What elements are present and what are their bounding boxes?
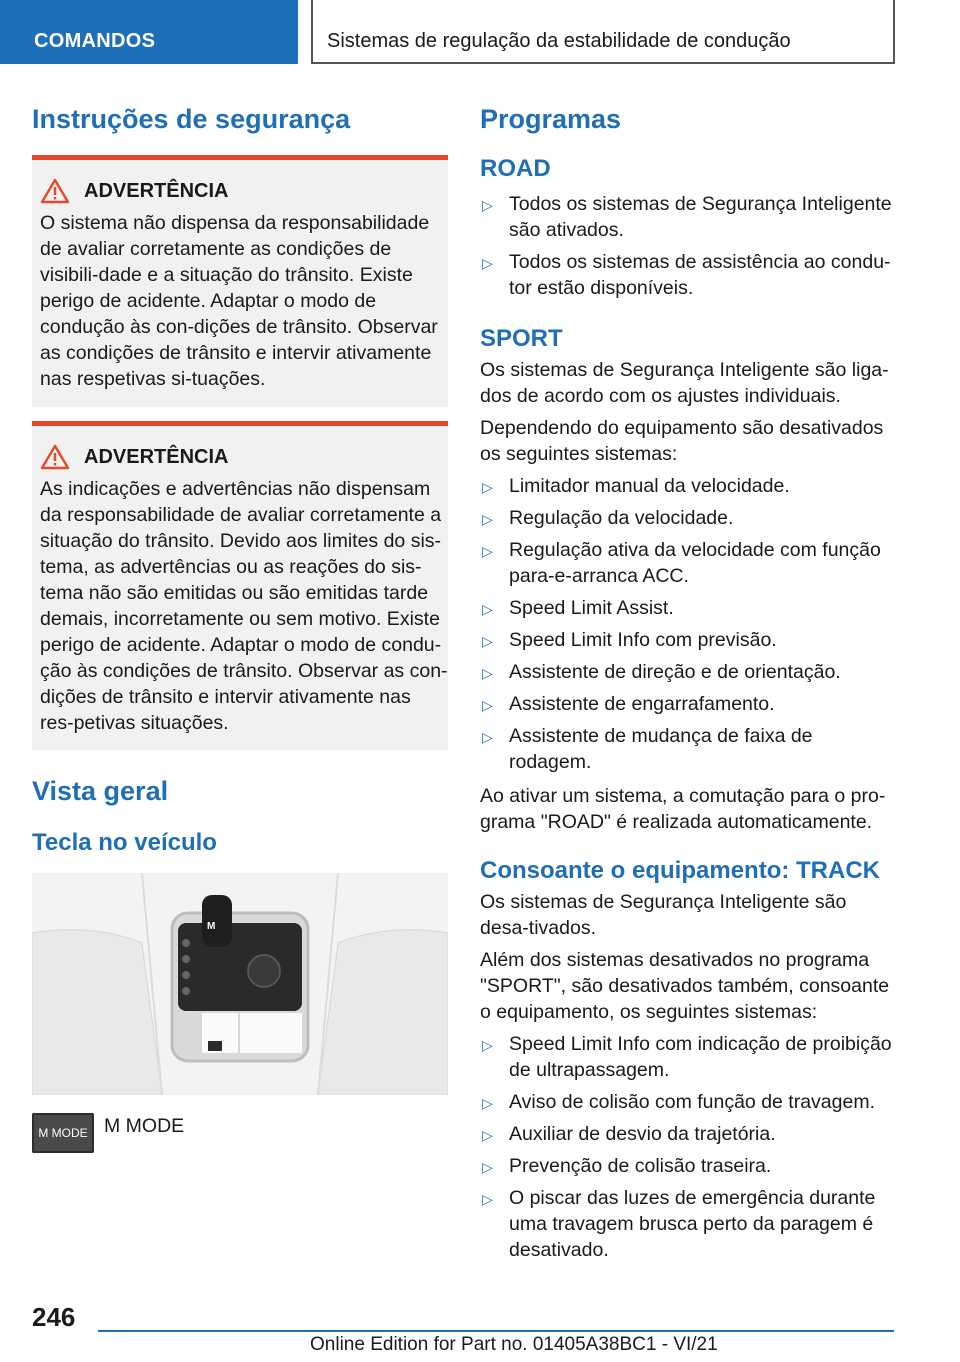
triangle-bullet-icon: ▷: [482, 197, 493, 213]
center-console-illustration: [32, 873, 448, 1095]
triangle-bullet-icon: ▷: [482, 665, 493, 681]
track-intro-2: Além dos sistemas desativados no programa "SPORT", são desativados também, consoante o equipamento, os seguintes sistemas:: [480, 949, 890, 1023]
button-subheading: Tecla no veículo: [32, 829, 217, 856]
triangle-bullet-icon: ▷: [482, 1095, 493, 1111]
triangle-bullet-icon: ▷: [482, 255, 493, 271]
triangle-bullet-icon: ▷: [482, 697, 493, 713]
sport-intro-2: Dependendo do equipamento são desativados os seguintes sistemas:: [480, 417, 884, 465]
triangle-bullet-icon: ▷: [482, 543, 493, 559]
triangle-bullet-icon: ▷: [482, 633, 493, 649]
triangle-bullet-icon: ▷: [482, 511, 493, 527]
warning-text: As indicações e advertências não dispensam da responsabilidade de avaliar corretamente a situação do trânsito. Devido aos limites do sis‐tema, as advertências ou as reações do sis‐tema não são emitidas ou são emitidas tarde demais, incorretamente ou sem motivo. Existe perigo de acidente. Adaptar o modo de condu‐ção às condições de trânsito. Observar as con‐dições de trânsito e intervir ativamente nas res‐petivas situações.: [40, 478, 448, 734]
list-item: ▷ Regulação da velocidade.: [480, 505, 900, 531]
page-number: 246: [32, 1302, 76, 1332]
m-mode-label: M MODE: [104, 1115, 185, 1137]
safety-heading: Instruções de segurança: [32, 104, 351, 134]
section-label: COMANDOS: [34, 30, 156, 52]
section-tab: [0, 0, 298, 64]
list-item: ▷ Todos os sistemas de assistência ao condu‐tor estão disponíveis.: [482, 251, 891, 299]
sport-outro: Ao ativar um sistema, a comutação para o pro‐grama "ROAD" é realizada automaticamente.: [480, 785, 886, 833]
list-item: ▷ Assistente de engarrafamento.: [480, 691, 900, 717]
left-column: [32, 100, 448, 1153]
edition-note: Online Edition for Part no. 01405A38BC1 - VI/21: [310, 1334, 718, 1355]
overview-heading: Vista geral: [32, 776, 169, 806]
triangle-bullet-icon: ▷: [482, 729, 493, 745]
right-column: [480, 100, 900, 1263]
road-list: [480, 191, 900, 301]
footer-divider: [98, 1330, 894, 1332]
button-legend: [32, 1113, 448, 1153]
list-item: ▷ Speed Limit Info com previsão.: [480, 627, 900, 653]
track-intro: Os sistemas de Segurança Inteligente são desa‐tivados.: [480, 891, 847, 939]
svg-text:M: M: [207, 921, 216, 932]
list-item: ▷ Limitador manual da velocidade.: [480, 473, 900, 499]
warning-box-1: [32, 155, 448, 407]
triangle-bullet-icon: ▷: [482, 1037, 493, 1053]
triangle-bullet-icon: ▷: [482, 601, 493, 617]
sport-intro: Os sistemas de Segurança Inteligente são liga‐dos de acordo com os ajustes individuais.: [480, 359, 889, 407]
sport-heading: SPORT: [480, 325, 563, 352]
list-item: ▷ Speed Limit Assist.: [480, 595, 900, 621]
track-heading: Consoante o equipamento: TRACK: [480, 857, 880, 884]
list-item: ▷ Todos os sistemas de Segurança Inteligente são ativados.: [482, 193, 892, 241]
list-item: ▷ Speed Limit Info com indicação de proibição de ultrapassagem.: [482, 1033, 892, 1081]
triangle-bullet-icon: ▷: [482, 479, 493, 495]
road-heading: ROAD: [480, 155, 551, 182]
list-item: ▷ Assistente de mudança de faixa de rodagem.: [482, 725, 813, 773]
list-item: ▷ Assistente de direção e de orientação.: [480, 659, 900, 685]
warning-box-2: [32, 421, 448, 750]
m-mode-button-icon: M MODE: [32, 1113, 94, 1153]
triangle-bullet-icon: ▷: [482, 1159, 493, 1175]
list-item: ▷ Prevenção de colisão traseira.: [480, 1153, 900, 1179]
chapter-tab: [311, 0, 895, 64]
list-item: ▷ Aviso de colisão com função de travagem.: [480, 1089, 900, 1115]
warning-triangle-icon: [40, 444, 70, 470]
list-item: ▷ O piscar das luzes de emergência durante uma travagem brusca perto da paragem é desativado.: [482, 1187, 876, 1261]
programs-heading: Programas: [480, 104, 622, 134]
page-header: [0, 0, 960, 66]
warning-text: O sistema não dispensa da responsabilidade de avaliar corretamente as condições de visibili‐dade e a situação do trânsito. Existe perigo de acidente. Adaptar o modo de condução às con‐dições de trânsito. Observar as condições de trânsito e intervir ativamente nas respetivas si‐tuações.: [40, 212, 438, 390]
list-item: ▷ Auxiliar de desvio da trajetória.: [480, 1121, 900, 1147]
triangle-bullet-icon: ▷: [482, 1191, 493, 1207]
warning-title: ADVERTÊNCIA: [84, 179, 229, 202]
triangle-bullet-icon: ▷: [482, 1127, 493, 1143]
list-item: ▷ Regulação ativa da velocidade com função para-e-arranca ACC.: [482, 539, 881, 587]
sport-list: [480, 473, 900, 775]
warning-title: ADVERTÊNCIA: [84, 445, 229, 468]
chapter-label: Sistemas de regulação da estabilidade de condução: [327, 30, 791, 52]
console-photo: [32, 873, 448, 1095]
track-list: [480, 1031, 900, 1263]
warning-triangle-icon: [40, 178, 70, 204]
